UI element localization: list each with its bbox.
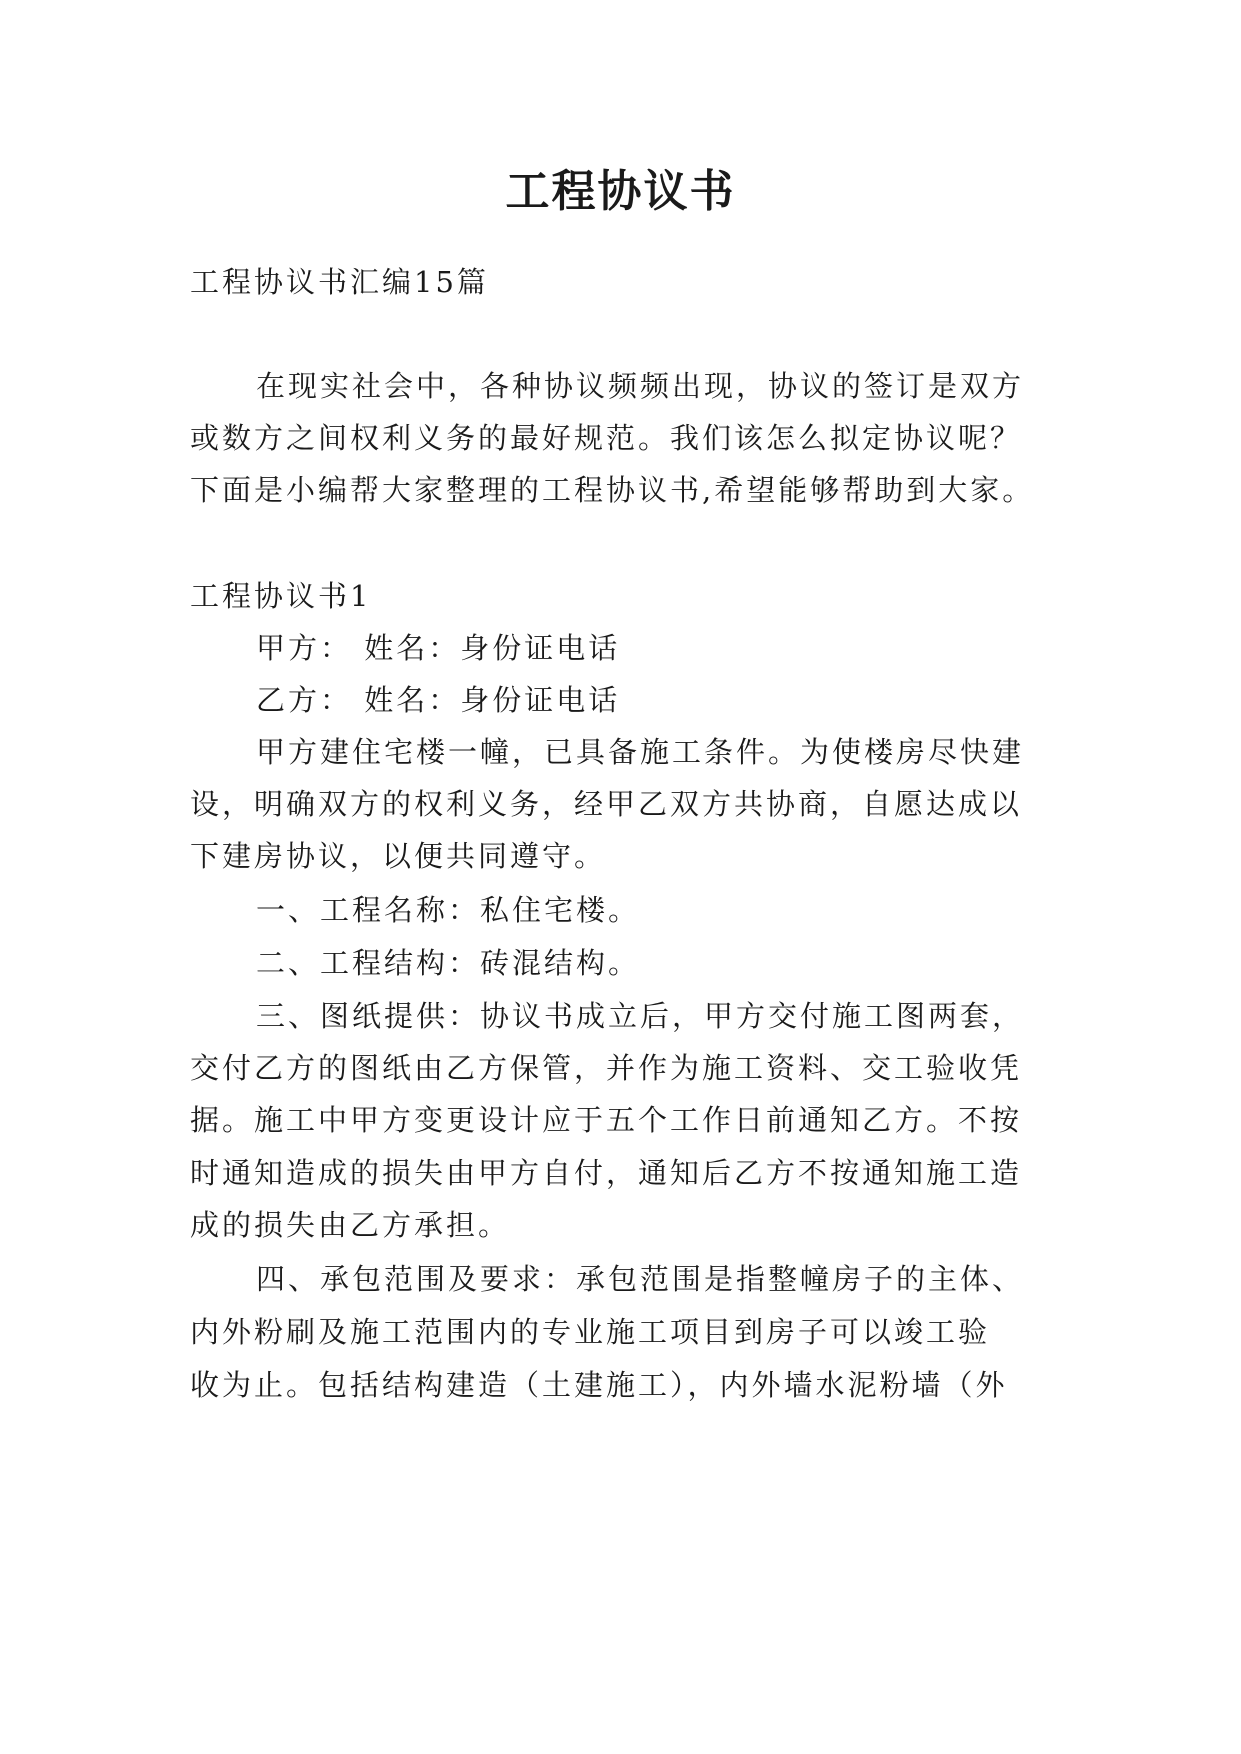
clause-2: 二、工程结构：砖混结构。 — [256, 946, 641, 980]
paragraph-1-line-3: 下建房协议，以便共同遵守。 — [190, 839, 607, 873]
clause-3-line-2: 交付乙方的图纸由乙方保管，并作为施工资料、交工验收凭 — [190, 1051, 1023, 1085]
intro-line-3: 下面是小编帮大家整理的工程协议书,希望能够帮助到大家。 — [190, 473, 1035, 507]
document-subtitle: 工程协议书汇编15篇 — [190, 265, 489, 299]
intro-line-2: 或数方之间权利义务的最好规范。我们该怎么拟定协议呢？ — [190, 421, 1023, 455]
clause-1: 一、工程名称：私住宅楼。 — [256, 893, 641, 927]
party-b-line: 乙方： 姓名：身份证电话 — [256, 683, 621, 717]
clause-3-line-4: 时通知造成的损失由甲方自付，通知后乙方不按通知施工造 — [190, 1156, 1023, 1190]
paragraph-1-line-2: 设，明确双方的权利义务，经甲乙双方共协商，自愿达成以 — [190, 787, 1023, 821]
clause-3-line-5: 成的损失由乙方承担。 — [190, 1208, 511, 1242]
paragraph-1-line-1: 甲方建住宅楼一幢，已具备施工条件。为使楼房尽快建 — [256, 735, 1025, 769]
clause-4-line-1: 四、承包范围及要求：承包范围是指整幢房子的主体、 — [256, 1262, 1025, 1296]
party-a-line: 甲方： 姓名：身份证电话 — [256, 631, 621, 665]
clause-4-line-3: 收为止。包括结构建造（土建施工），内外墙水泥粉墙（外 — [190, 1368, 1008, 1402]
clause-3-line-3: 据。施工中甲方变更设计应于五个工作日前通知乙方。不按 — [190, 1103, 1023, 1137]
section-heading: 工程协议书1 — [190, 579, 372, 613]
intro-line-1: 在现实社会中，各种协议频频出现，协议的签订是双方 — [256, 369, 1025, 403]
document-title: 工程协议书 — [505, 166, 736, 217]
clause-4-line-2: 内外粉刷及施工范围内的专业施工项目到房子可以竣工验 — [190, 1315, 991, 1349]
clause-3-line-1: 三、图纸提供：协议书成立后，甲方交付施工图两套， — [256, 999, 1025, 1033]
